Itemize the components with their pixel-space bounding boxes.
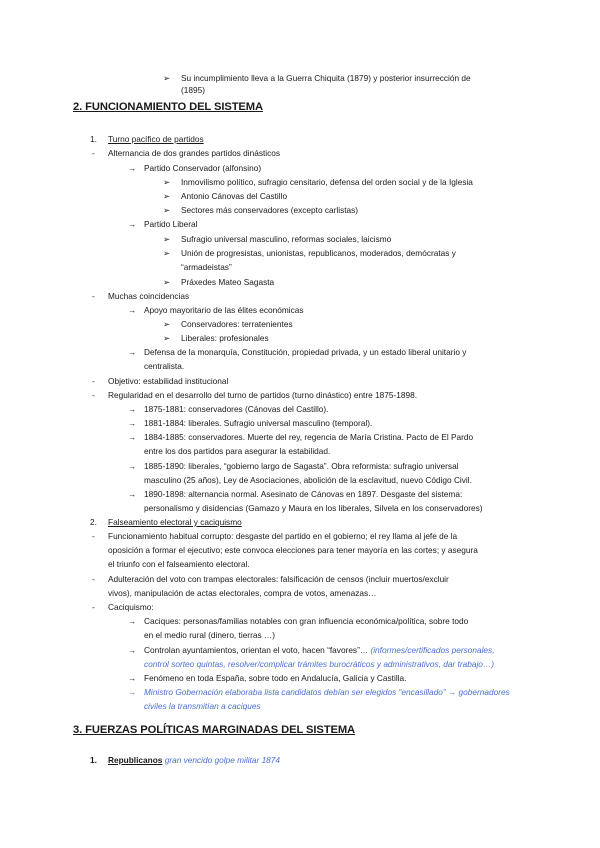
text-line: Práxedes Mateo Sagasta — [181, 277, 275, 287]
arrow-icon: → — [128, 461, 137, 471]
text-line: (1895) — [181, 85, 205, 95]
arrow-icon: → — [128, 404, 137, 414]
arrow-icon: → — [128, 347, 137, 357]
text-line: Muchas coincidencias — [108, 291, 190, 301]
section-heading: 3. FUERZAS POLÍTICAS MARGINADAS DEL SISTEMA — [73, 724, 356, 736]
text-line: 1890-1898: alternancia normal. Asesinato de Cánovas en 1897. Desgaste del sistema: — [144, 489, 463, 499]
arrow-icon: → — [128, 489, 137, 499]
text-line: Objetivo: estabilidad institucional — [108, 376, 229, 386]
text-line: Sectores más conservadores (excepto carlistas) — [181, 205, 359, 215]
subsection-title: Falseamiento electoral y caciquismo — [108, 517, 242, 527]
annotation-note: gran vencido golpe militar 1874 — [164, 755, 281, 765]
text-line: Antonio Cánovas del Castillo — [181, 191, 288, 201]
dash-icon: - — [92, 148, 95, 158]
text-line: Su incumplimiento lleva a la Guerra Chiquita (1879) y posterior insurrección de — [181, 73, 471, 83]
arrow-icon: → — [128, 687, 137, 697]
text-line: en el medio rural (dinero, tierras …) — [144, 630, 275, 640]
text-line: Caciques: personas/familias notables con gran influencia económica/política, sobre todo — [144, 616, 469, 626]
annotation-note: Ministro Gobernación elaboraba lista candidatos debían ser elegidos “encasillado” → gobernadores — [144, 687, 510, 697]
text-line: centralista. — [144, 361, 185, 371]
text-line: Liberales: profesionales — [181, 333, 269, 343]
arrow-icon: → — [128, 163, 137, 173]
arrow-icon: → — [128, 616, 137, 626]
arrow-icon: → — [128, 673, 137, 683]
text-line — [144, 645, 495, 656]
text-line: el triunfo con el falseamiento electoral. — [108, 559, 250, 569]
text-line: Partido Liberal — [144, 219, 198, 229]
text-line — [108, 755, 280, 766]
text-line: Defensa de la monarquía, Constitución, propiedad privada, y un estado liberal unitario y — [144, 347, 467, 357]
bullet-icon: ➢ — [163, 177, 170, 187]
arrow-icon: → — [128, 432, 137, 442]
text-line: Funcionamiento habitual corrupto: desgaste del partido en el gobierno; el rey llama al jefe de la — [108, 531, 458, 541]
text-line: Adulteración del voto con trampas electorales: falsificación de censos (incluir muertos/excluir — [108, 574, 449, 584]
subsection-title: Republicanos — [108, 755, 163, 765]
dash-icon: - — [92, 390, 95, 400]
text-line: Sufragio universal masculino, reformas sociales, laicismo — [181, 234, 392, 244]
dash-icon: - — [92, 574, 95, 584]
text-line: personalismo y disidencias (Gamazo y Maura en los liberales, Silvela en los conservadores) — [144, 503, 483, 513]
section-heading: 2. FUNCIONAMIENTO DEL SISTEMA — [73, 101, 263, 113]
dash-icon: - — [92, 602, 95, 612]
arrow-icon: → — [128, 645, 137, 655]
arrow-icon: → — [128, 305, 137, 315]
text-line: Fenómeno en toda España, sobre todo en Andalucía, Galicia y Castilla. — [144, 673, 407, 683]
dash-icon: - — [92, 531, 95, 541]
bullet-icon: ➢ — [163, 191, 170, 201]
bullet-icon: ➢ — [163, 248, 170, 258]
text-line: Partido Conservador (alfonsino) — [144, 163, 262, 173]
text-line: masculino (25 años), Ley de Asociaciones, abolición de la esclavitud, nuevo Código Civil. — [144, 475, 472, 485]
annotation-note: control sorteo quintas, resolver/complicar trámites burocráticos y administrativos, dar trabajo…) — [144, 659, 494, 669]
list-number: 1. — [90, 755, 97, 765]
text-line: Regularidad en el desarrollo del turno de partidos (turno dinástico) entre 1875-1898. — [108, 390, 418, 400]
list-number: 2. — [90, 517, 97, 527]
arrow-icon: → — [128, 219, 137, 229]
text-line: Conservadores: terratenientes — [181, 319, 293, 329]
list-number: 1. — [90, 134, 97, 144]
text-line: Caciquismo: — [108, 602, 154, 612]
text-line: Alternancia de dos grandes partidos dinásticos — [108, 148, 281, 158]
text-line: 1875-1881: conservadores (Cánovas del Castillo). — [144, 404, 329, 414]
bullet-icon: ➢ — [163, 333, 170, 343]
text-line: vivos), manipulación de actas electorales, compra de votos, amenazas… — [108, 588, 377, 598]
text-line: 1885-1890: liberales, “gobierno largo de Sagasta”. Obra reformista: sufragio universal — [144, 461, 459, 471]
text-line: oposición a formar el ejecutivo; este convoca elecciones para tener mayoría en las cortes; y asegura — [108, 545, 478, 555]
text-line: Inmovilismo político, sufragio censitario, defensa del orden social y de la Iglesia — [181, 177, 473, 187]
arrow-icon: → — [128, 418, 137, 428]
bullet-icon: ➢ — [163, 234, 170, 244]
dash-icon: - — [92, 291, 95, 301]
text-line: “armadeistas” — [181, 262, 232, 272]
bullet-icon: ➢ — [163, 73, 170, 83]
annotation-note: (informes/certificados personales, — [370, 645, 495, 655]
subsection-title: Turno pacífico de partidos — [108, 134, 204, 144]
text-line: Apoyo mayoritario de las élites económicas — [144, 305, 304, 315]
text-line: 1884-1885: conservadores. Muerte del rey, regencia de María Cristina. Pacto de El Pardo — [144, 432, 474, 442]
bullet-icon: ➢ — [163, 319, 170, 329]
text-line: entre los dos partidos para asegurar la estabilidad. — [144, 446, 331, 456]
bullet-icon: ➢ — [163, 277, 170, 287]
bullet-icon: ➢ — [163, 205, 170, 215]
text-line: 1881-1884: liberales. Sufragio universal masculino (temporal). — [144, 418, 373, 428]
annotation-note: civiles la transmitían a caciques — [144, 701, 261, 711]
text-part: Controlan ayuntamientos, orientan el voto, hacen “favores”… — [144, 645, 371, 655]
dash-icon: - — [92, 376, 95, 386]
text-line: Unión de progresistas, unionistas, republicanos, moderados, demócratas y — [181, 248, 456, 258]
